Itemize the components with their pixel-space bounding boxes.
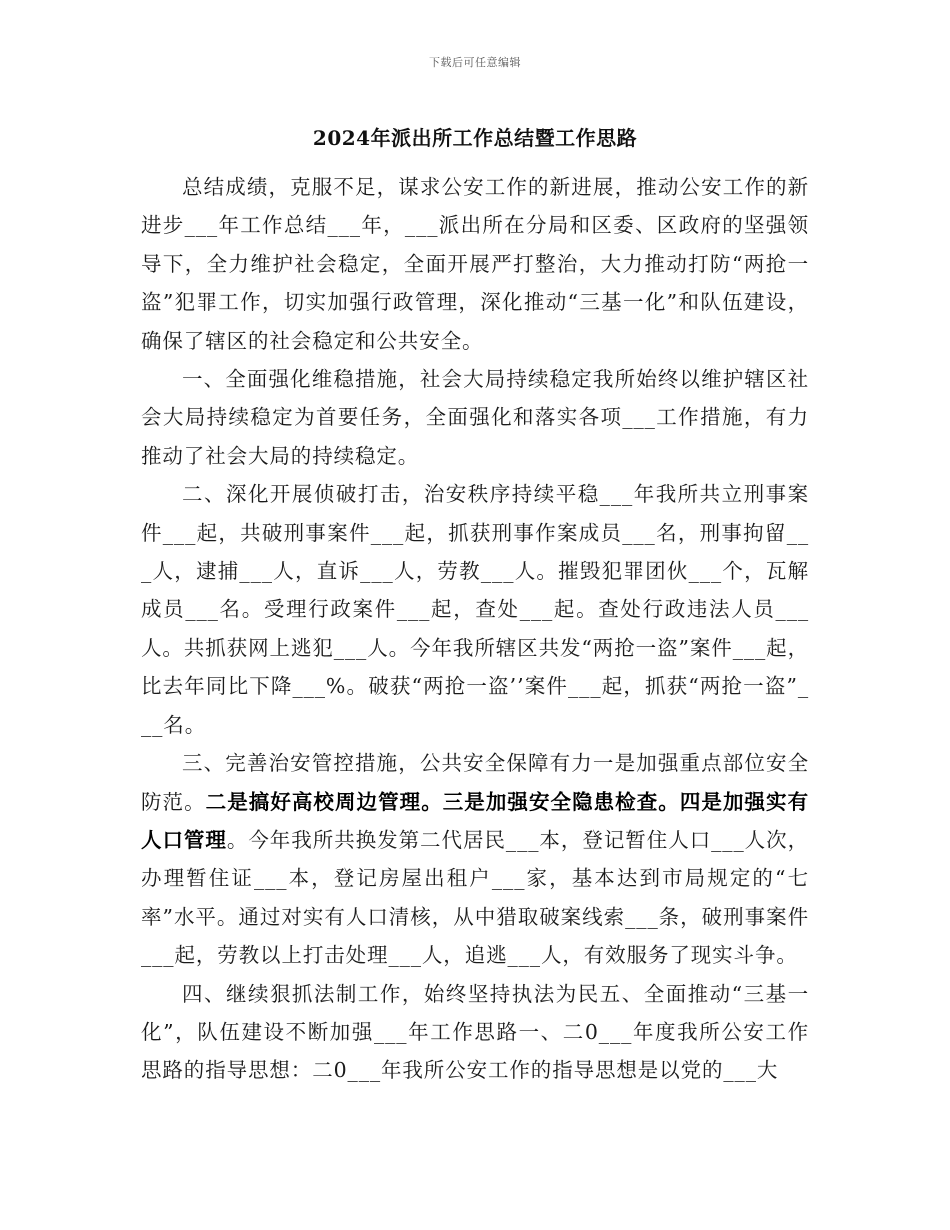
paragraph-section-1: 一、全面强化维稳措施，社会大局持续稳定我所始终以维护辖区社会大局持续稳定为首要任务，全面强化和落实各项___工作措施，有力推动了社会大局的持续稳定。: [141, 367, 809, 468]
document-body: [141, 168, 809, 1090]
header-note: 下载后可任意编辑: [429, 56, 521, 69]
paragraph-section-3-end: 。今年我所共换发第二代居民___本，登记暂住人口___人次，办理暂住证___本，登记房屋出租户___家，基本达到市局规定的“七率”水平。通过对实有人口清核，从中猎取破案线索___条，破刑事案件___起，劳教以上打击处理___人，追逃___人，有效服务了现实斗争。: [141, 827, 810, 968]
paragraph-section-3-start: 三、完善治安管控措施，公共安全保障有力一是加强重点部位安全防范。: [141, 751, 809, 814]
paragraph-section-4: 四、继续狠抓法制工作，始终坚持执法为民五、全面推动“三基一化”，队伍建设不断加强___年工作思路一、二0___年度我所公安工作思路的指导思想：二0___年我所公安工作的指导思想是以党的___大: [141, 981, 809, 1083]
document-title: 2024年派出所工作总结暨工作思路: [312, 126, 638, 150]
paragraph-section-3-bold: 二是搞好高校周边管理。三是加强安全隐患检查。四是加强实有人口管理: [141, 789, 810, 852]
paragraph-section-3: [141, 744, 809, 974]
paragraph-summary: 总结成绩，克服不足，谋求公安工作的新进展，推动公安工作的新进步___年工作总结___年，___派出所在分局和区委、区政府的坚强领导下，全力维护社会稳定，全面开展严打整治，大力推动打防“两抢一盗”犯罪工作，切实加强行政管理，深化推动“三基一化”和队伍建设，确保了辖区的社会稳定和公共安全。: [141, 175, 809, 353]
paragraph-section-2: 二、深化开展侦破打击，治安秩序持续平稳___年我所共立刑事案件___起，共破刑事案件___起，抓获刑事作案成员___名，刑事拘留___人，逮捕___人，直诉___人，劳教___人。摧毁犯罪团伙___个，瓦解成员___名。受理行政案件___起，查处___起。查处行政违法人员___人。共抓获网上逃犯___人。今年我所辖区共发“两抢一盗”案件___起，比去年同比下降___%。破获“两抢一盗’’案件___起，抓获“两抢一盗”___名。: [141, 482, 809, 737]
